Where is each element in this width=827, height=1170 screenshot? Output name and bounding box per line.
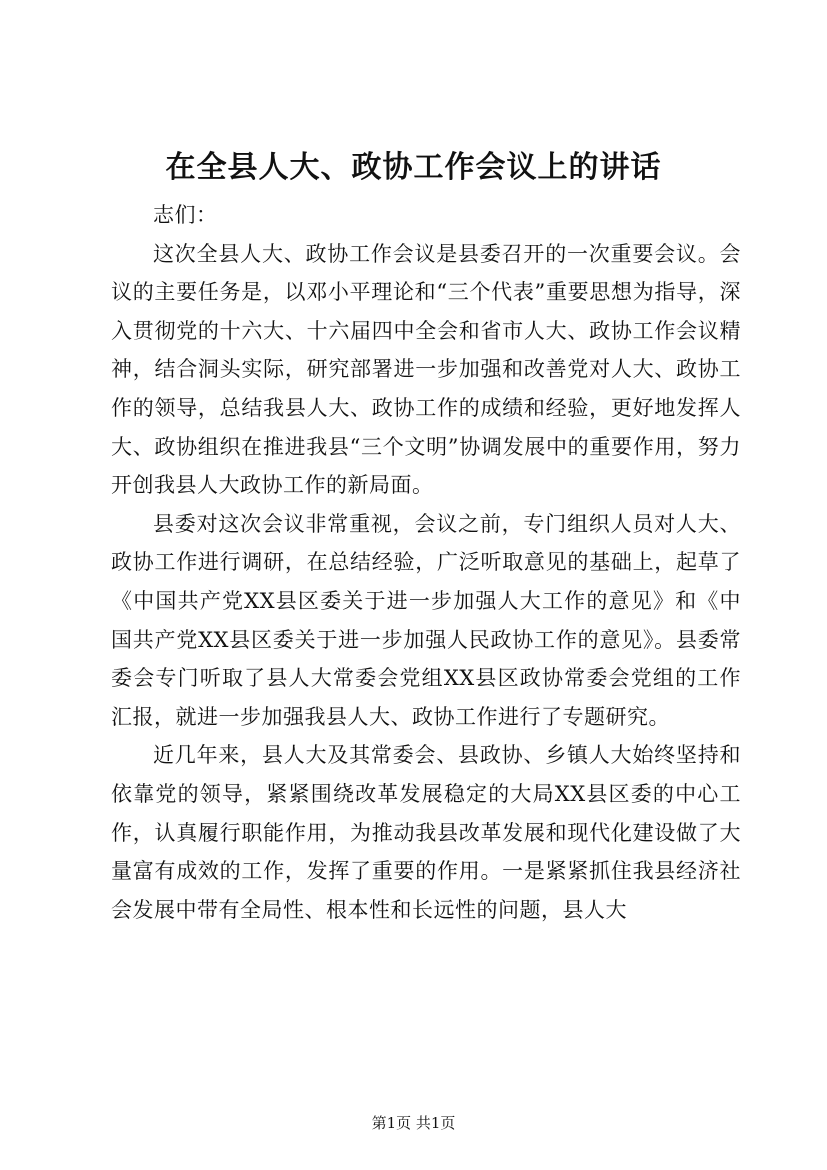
page-number-footer: 第1页 共1页 (371, 1114, 456, 1132)
paragraph-3: 近几年来，县人大及其常委会、县政协、乡镇人大始终坚持和依靠党的领导，紧紧围绕改革发展稳定的大局XX县区委的中心工作，认真履行职能作用，为推动我县改革发展和现代化建设做了大量富有成效的工作，发挥了重要的作用。一是紧紧抓住我县经济社会发展中带有全局性、根本性和长远性的问题，县人大 (111, 743, 741, 922)
paragraph-1: 这次全县人大、政协工作会议是县委召开的一次重要会议。会议的主要任务是，以邓小平理论和“三个代表”重要思想为指导，深入贯彻党的十六大、十六届四中全会和省市人大、政协工作会议精神，结合洞头实际，研究部署进一步加强和改善党对人大、政协工作的领导，总结我县人大、政协工作的成绩和经验，更好地发挥人大、政协组织在推进我县“三个文明”协调发展中的重要作用，努力开创我县人大政协工作的新局面。 (111, 241, 741, 498)
paragraph-2: 县委对这次会议非常重视，会议之前，专门组织人员对人大、政协工作进行调研，在总结经验，广泛听取意见的基础上，起草了《中国共产党XX县区委关于进一步加强人大工作的意见》和《中国共产党XX县区委关于进一步加强人民政协工作的意见》。县委常委会专门听取了县人大常委会党组XX县区政协常委会党组的工作汇报，就进一步加强我县人大、政协工作进行了专题研究。 (111, 511, 741, 729)
document-body (111, 196, 741, 929)
document-title: 在全县人大、政协工作会议上的讲话 (165, 150, 662, 185)
salutation: 志们： (153, 203, 218, 227)
